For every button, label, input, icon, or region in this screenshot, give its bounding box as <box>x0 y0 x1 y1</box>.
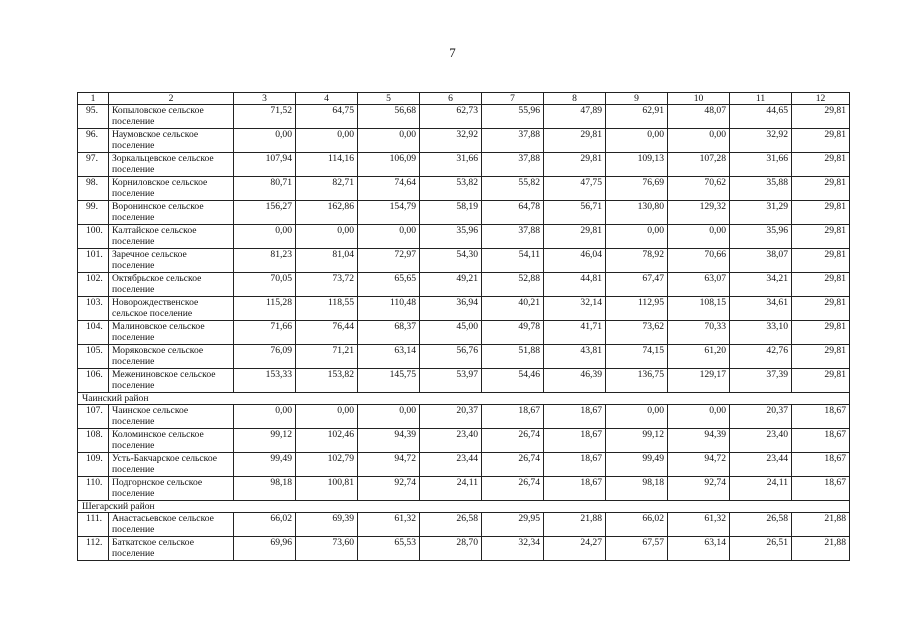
value-cell: 0,00 <box>296 129 358 153</box>
value-cell: 98,18 <box>606 477 668 501</box>
row-number: 108. <box>78 429 109 453</box>
table-row <box>78 345 850 369</box>
value-cell: 63,07 <box>668 273 730 297</box>
value-cell: 0,00 <box>358 405 420 429</box>
value-cell: 110,48 <box>358 297 420 321</box>
table-row <box>78 405 850 429</box>
value-cell: 52,88 <box>482 273 544 297</box>
value-cell: 23,44 <box>730 453 792 477</box>
value-cell: 18,67 <box>544 477 606 501</box>
header-row <box>78 93 850 105</box>
value-cell: 34,21 <box>730 273 792 297</box>
table-row <box>78 477 850 501</box>
value-cell: 94,39 <box>358 429 420 453</box>
row-number: 104. <box>78 321 109 345</box>
value-cell: 37,88 <box>482 129 544 153</box>
settlement-name: Копыловское сельское поселение <box>109 105 234 129</box>
value-cell: 18,67 <box>544 429 606 453</box>
value-cell: 76,09 <box>234 345 296 369</box>
settlement-name: Зоркальцевское сельское поселение <box>109 153 234 177</box>
value-cell: 109,13 <box>606 153 668 177</box>
settlement-name: Малиновское сельское поселение <box>109 321 234 345</box>
value-cell: 18,67 <box>544 405 606 429</box>
value-cell: 47,89 <box>544 105 606 129</box>
value-cell: 0,00 <box>358 225 420 249</box>
header-cell: 11 <box>730 93 792 105</box>
value-cell: 29,81 <box>792 249 850 273</box>
value-cell: 43,81 <box>544 345 606 369</box>
header-cell: 3 <box>234 93 296 105</box>
value-cell: 44,81 <box>544 273 606 297</box>
value-cell: 61,32 <box>668 513 730 537</box>
row-number: 102. <box>78 273 109 297</box>
row-number: 105. <box>78 345 109 369</box>
value-cell: 21,88 <box>792 537 850 561</box>
table-row <box>78 249 850 273</box>
value-cell: 78,92 <box>606 249 668 273</box>
settlement-name: Коломинское сельское поселение <box>109 429 234 453</box>
value-cell: 81,23 <box>234 249 296 273</box>
value-cell: 62,73 <box>420 105 482 129</box>
value-cell: 29,81 <box>792 177 850 201</box>
value-cell: 0,00 <box>606 405 668 429</box>
settlement-name: Воронинское сельское поселение <box>109 201 234 225</box>
value-cell: 102,79 <box>296 453 358 477</box>
value-cell: 0,00 <box>234 129 296 153</box>
value-cell: 44,65 <box>730 105 792 129</box>
row-number: 106. <box>78 369 109 393</box>
value-cell: 0,00 <box>296 405 358 429</box>
value-cell: 55,82 <box>482 177 544 201</box>
value-cell: 49,21 <box>420 273 482 297</box>
value-cell: 73,72 <box>296 273 358 297</box>
value-cell: 29,81 <box>792 225 850 249</box>
section-row <box>78 501 850 513</box>
value-cell: 28,70 <box>420 537 482 561</box>
value-cell: 54,11 <box>482 249 544 273</box>
value-cell: 37,88 <box>482 153 544 177</box>
value-cell: 71,21 <box>296 345 358 369</box>
value-cell: 18,67 <box>792 429 850 453</box>
value-cell: 64,78 <box>482 201 544 225</box>
value-cell: 58,19 <box>420 201 482 225</box>
value-cell: 23,40 <box>730 429 792 453</box>
value-cell: 62,91 <box>606 105 668 129</box>
value-cell: 92,74 <box>668 477 730 501</box>
value-cell: 34,61 <box>730 297 792 321</box>
value-cell: 81,04 <box>296 249 358 273</box>
table-row <box>78 321 850 345</box>
value-cell: 153,82 <box>296 369 358 393</box>
row-number: 109. <box>78 453 109 477</box>
value-cell: 47,75 <box>544 177 606 201</box>
table-row <box>78 429 850 453</box>
value-cell: 99,12 <box>234 429 296 453</box>
row-number: 112. <box>78 537 109 561</box>
settlement-name: Новорождественское сельское поселение <box>109 297 234 321</box>
value-cell: 56,71 <box>544 201 606 225</box>
header-cell: 2 <box>109 93 234 105</box>
value-cell: 70,33 <box>668 321 730 345</box>
value-cell: 32,34 <box>482 537 544 561</box>
value-cell: 29,81 <box>792 345 850 369</box>
settlement-name: Усть-Бакчарское сельское поселение <box>109 453 234 477</box>
row-number: 95. <box>78 105 109 129</box>
row-number: 103. <box>78 297 109 321</box>
header-cell: 8 <box>544 93 606 105</box>
value-cell: 54,46 <box>482 369 544 393</box>
row-number: 99. <box>78 201 109 225</box>
value-cell: 53,97 <box>420 369 482 393</box>
table-row <box>78 177 850 201</box>
table-row <box>78 129 850 153</box>
table-row <box>78 297 850 321</box>
value-cell: 71,52 <box>234 105 296 129</box>
value-cell: 162,86 <box>296 201 358 225</box>
value-cell: 40,21 <box>482 297 544 321</box>
value-cell: 145,75 <box>358 369 420 393</box>
value-cell: 68,37 <box>358 321 420 345</box>
value-cell: 64,75 <box>296 105 358 129</box>
value-cell: 18,67 <box>544 453 606 477</box>
value-cell: 31,66 <box>420 153 482 177</box>
value-cell: 92,74 <box>358 477 420 501</box>
value-cell: 74,64 <box>358 177 420 201</box>
value-cell: 29,81 <box>544 153 606 177</box>
value-cell: 26,74 <box>482 429 544 453</box>
row-number: 97. <box>78 153 109 177</box>
row-number: 107. <box>78 405 109 429</box>
value-cell: 35,96 <box>730 225 792 249</box>
value-cell: 23,44 <box>420 453 482 477</box>
value-cell: 99,49 <box>606 453 668 477</box>
value-cell: 26,58 <box>420 513 482 537</box>
value-cell: 80,71 <box>234 177 296 201</box>
value-cell: 69,96 <box>234 537 296 561</box>
value-cell: 29,81 <box>544 129 606 153</box>
table-row <box>78 201 850 225</box>
value-cell: 66,02 <box>606 513 668 537</box>
value-cell: 21,88 <box>792 513 850 537</box>
value-cell: 73,60 <box>296 537 358 561</box>
section-label: Чаинский район <box>78 393 850 405</box>
value-cell: 49,78 <box>482 321 544 345</box>
table-row <box>78 153 850 177</box>
value-cell: 18,67 <box>792 405 850 429</box>
value-cell: 42,76 <box>730 345 792 369</box>
value-cell: 37,39 <box>730 369 792 393</box>
settlement-name: Баткатское сельское поселение <box>109 537 234 561</box>
page-number: 7 <box>449 45 456 60</box>
value-cell: 76,69 <box>606 177 668 201</box>
value-cell: 98,18 <box>234 477 296 501</box>
value-cell: 54,30 <box>420 249 482 273</box>
value-cell: 136,75 <box>606 369 668 393</box>
settlement-name: Межениновское сельское поселение <box>109 369 234 393</box>
settlement-name: Моряковское сельское поселение <box>109 345 234 369</box>
section-label: Шегарский район <box>78 501 850 513</box>
value-cell: 29,81 <box>792 201 850 225</box>
settlement-name: Наумовское сельское поселение <box>109 129 234 153</box>
value-cell: 41,71 <box>544 321 606 345</box>
row-number: 98. <box>78 177 109 201</box>
section-row <box>78 393 850 405</box>
value-cell: 26,58 <box>730 513 792 537</box>
value-cell: 36,94 <box>420 297 482 321</box>
value-cell: 66,02 <box>234 513 296 537</box>
value-cell: 115,28 <box>234 297 296 321</box>
value-cell: 99,49 <box>234 453 296 477</box>
value-cell: 153,33 <box>234 369 296 393</box>
value-cell: 46,39 <box>544 369 606 393</box>
value-cell: 0,00 <box>358 129 420 153</box>
value-cell: 18,67 <box>792 477 850 501</box>
value-cell: 24,11 <box>420 477 482 501</box>
table-row <box>78 105 850 129</box>
value-cell: 106,09 <box>358 153 420 177</box>
value-cell: 63,14 <box>668 537 730 561</box>
value-cell: 129,17 <box>668 369 730 393</box>
tariff-table <box>77 92 850 561</box>
value-cell: 29,81 <box>792 369 850 393</box>
value-cell: 0,00 <box>668 129 730 153</box>
value-cell: 20,37 <box>420 405 482 429</box>
header-cell: 4 <box>296 93 358 105</box>
value-cell: 71,66 <box>234 321 296 345</box>
value-cell: 29,81 <box>792 297 850 321</box>
value-cell: 107,28 <box>668 153 730 177</box>
value-cell: 46,04 <box>544 249 606 273</box>
header-cell: 10 <box>668 93 730 105</box>
table-row <box>78 369 850 393</box>
header-cell: 12 <box>792 93 850 105</box>
value-cell: 56,68 <box>358 105 420 129</box>
value-cell: 29,95 <box>482 513 544 537</box>
header-cell: 7 <box>482 93 544 105</box>
value-cell: 94,72 <box>668 453 730 477</box>
table-row <box>78 273 850 297</box>
value-cell: 72,97 <box>358 249 420 273</box>
value-cell: 18,67 <box>482 405 544 429</box>
value-cell: 32,92 <box>730 129 792 153</box>
value-cell: 29,81 <box>792 105 850 129</box>
value-cell: 65,53 <box>358 537 420 561</box>
value-cell: 102,46 <box>296 429 358 453</box>
settlement-name: Подгорнское сельское поселение <box>109 477 234 501</box>
value-cell: 82,71 <box>296 177 358 201</box>
value-cell: 129,32 <box>668 201 730 225</box>
settlement-name: Чаинское сельское поселение <box>109 405 234 429</box>
value-cell: 107,94 <box>234 153 296 177</box>
value-cell: 26,74 <box>482 453 544 477</box>
value-cell: 76,44 <box>296 321 358 345</box>
value-cell: 100,81 <box>296 477 358 501</box>
value-cell: 118,55 <box>296 297 358 321</box>
settlement-name: Заречное сельское поселение <box>109 249 234 273</box>
value-cell: 53,82 <box>420 177 482 201</box>
value-cell: 32,92 <box>420 129 482 153</box>
settlement-name: Октябрьское сельское поселение <box>109 273 234 297</box>
value-cell: 26,51 <box>730 537 792 561</box>
value-cell: 108,15 <box>668 297 730 321</box>
value-cell: 29,81 <box>544 225 606 249</box>
value-cell: 29,81 <box>792 153 850 177</box>
value-cell: 67,47 <box>606 273 668 297</box>
value-cell: 70,66 <box>668 249 730 273</box>
value-cell: 20,37 <box>730 405 792 429</box>
value-cell: 35,96 <box>420 225 482 249</box>
value-cell: 61,20 <box>668 345 730 369</box>
header-cell: 5 <box>358 93 420 105</box>
value-cell: 51,88 <box>482 345 544 369</box>
value-cell: 69,39 <box>296 513 358 537</box>
header-cell: 1 <box>78 93 109 105</box>
value-cell: 29,81 <box>792 321 850 345</box>
value-cell: 0,00 <box>606 225 668 249</box>
row-number: 110. <box>78 477 109 501</box>
value-cell: 74,15 <box>606 345 668 369</box>
value-cell: 0,00 <box>668 405 730 429</box>
table-row <box>78 225 850 249</box>
row-number: 100. <box>78 225 109 249</box>
value-cell: 114,16 <box>296 153 358 177</box>
header-cell: 6 <box>420 93 482 105</box>
value-cell: 130,80 <box>606 201 668 225</box>
value-cell: 61,32 <box>358 513 420 537</box>
row-number: 96. <box>78 129 109 153</box>
value-cell: 31,66 <box>730 153 792 177</box>
table-row <box>78 513 850 537</box>
row-number: 111. <box>78 513 109 537</box>
value-cell: 55,96 <box>482 105 544 129</box>
table-row <box>78 537 850 561</box>
value-cell: 0,00 <box>296 225 358 249</box>
value-cell: 0,00 <box>234 405 296 429</box>
table-row <box>78 453 850 477</box>
value-cell: 56,76 <box>420 345 482 369</box>
value-cell: 23,40 <box>420 429 482 453</box>
row-number: 101. <box>78 249 109 273</box>
value-cell: 26,74 <box>482 477 544 501</box>
settlement-name: Анастасьевское сельское поселение <box>109 513 234 537</box>
value-cell: 0,00 <box>606 129 668 153</box>
value-cell: 154,79 <box>358 201 420 225</box>
value-cell: 156,27 <box>234 201 296 225</box>
header-cell: 9 <box>606 93 668 105</box>
value-cell: 94,72 <box>358 453 420 477</box>
value-cell: 24,11 <box>730 477 792 501</box>
value-cell: 73,62 <box>606 321 668 345</box>
value-cell: 33,10 <box>730 321 792 345</box>
settlement-name: Калтайское сельское поселение <box>109 225 234 249</box>
value-cell: 0,00 <box>668 225 730 249</box>
value-cell: 37,88 <box>482 225 544 249</box>
value-cell: 24,27 <box>544 537 606 561</box>
value-cell: 29,81 <box>792 129 850 153</box>
value-cell: 18,67 <box>792 453 850 477</box>
value-cell: 21,88 <box>544 513 606 537</box>
value-cell: 35,88 <box>730 177 792 201</box>
value-cell: 65,65 <box>358 273 420 297</box>
value-cell: 48,07 <box>668 105 730 129</box>
value-cell: 32,14 <box>544 297 606 321</box>
value-cell: 94,39 <box>668 429 730 453</box>
value-cell: 31,29 <box>730 201 792 225</box>
value-cell: 45,00 <box>420 321 482 345</box>
value-cell: 38,07 <box>730 249 792 273</box>
value-cell: 70,05 <box>234 273 296 297</box>
value-cell: 29,81 <box>792 273 850 297</box>
value-cell: 112,95 <box>606 297 668 321</box>
value-cell: 0,00 <box>234 225 296 249</box>
settlement-name: Корниловское сельское поселение <box>109 177 234 201</box>
value-cell: 70,62 <box>668 177 730 201</box>
value-cell: 67,57 <box>606 537 668 561</box>
value-cell: 99,12 <box>606 429 668 453</box>
value-cell: 63,14 <box>358 345 420 369</box>
table-body <box>78 93 850 561</box>
